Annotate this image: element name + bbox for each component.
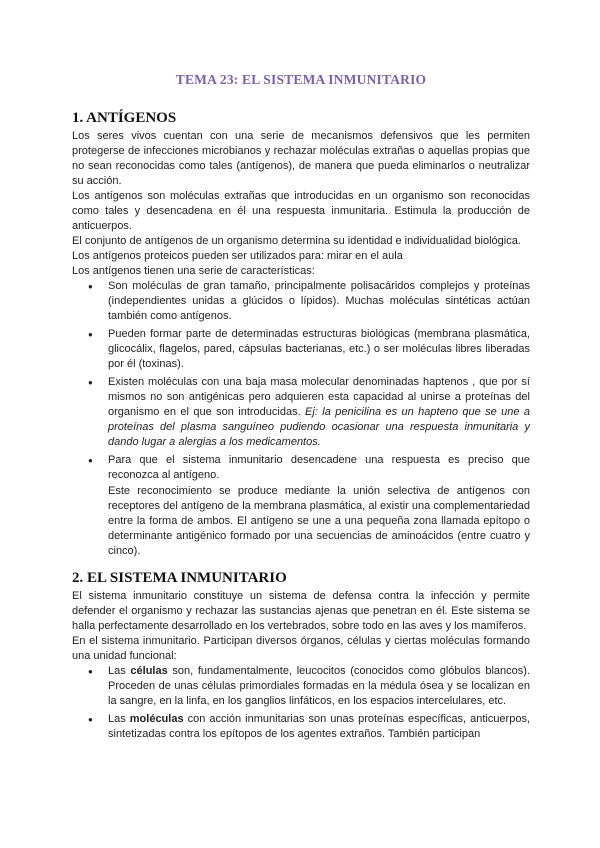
bullet-icon: ● — [88, 330, 93, 339]
bullet-icon: ● — [88, 715, 93, 724]
paragraph: El sistema inmunitario constituye un sistema de defensa contra la infección y permite defender el organismo y rechazar las sustancias ajenas que penetran en él. Este sistema se halla perfectamente desarrollado en los vertebrados, sobre todo en las aves y los mamíferos. — [72, 590, 530, 632]
section-heading-sistema-inmunitario: 2. EL SISTEMA INMUNITARIO — [72, 570, 287, 586]
list-item: ● Existen moléculas con una baja masa molecular denominadas haptenos , que por sí mismos no son antigénicas pero adquieren esta capacidad al unirse a proteínas del organismo en el que son introducidas. Ej: la penicilina es un hapteno que se une a proteínas del plasma sanguíneo pudiendo ocasionar una respuesta inmunitaria y dando lugar a alergias a los medicamentos. — [88, 376, 530, 448]
paragraph: El conjunto de antígenos de un organismo determina su identidad e individualidad biológica. — [72, 235, 521, 247]
paragraph: Los antígenos son moléculas extrañas que introducidas en un organismo son reconocidas como tales y desencadena en él una respuesta inmunitaria. Estimula la producción de anticuerpos. — [72, 190, 530, 232]
bullet-icon: ● — [88, 456, 93, 465]
paragraph: Los antígenos proteicos pueden ser utilizados para: mirar en el aula — [72, 250, 403, 262]
page-title: TEMA 23: EL SISTEMA INMUNITARIO — [175, 72, 427, 87]
bullet-icon: ● — [88, 378, 93, 387]
bullet-icon: ● — [88, 282, 93, 291]
immune-components-list — [72, 664, 530, 742]
example-text: Ej: la penicilina es un hapteno que se une a proteínas del plasma sanguíneo pudiendo ocasionar una respuesta inmunitaria y dando lugar a alergias a los medicamentos. — [108, 406, 530, 448]
list-item: ● Las moléculas con acción inmunitarias son unas proteínas específicas, anticuerpos, sintetizadas contra los epítopos de los agentes extraños. También participan — [88, 713, 531, 740]
section-heading-antigenos: 1. ANTÍGENOS — [72, 110, 177, 126]
paragraph: Los seres vivos cuentan con una serie de mecanismos defensivos que les permiten protegerse de infecciones microbianos y rechazar moléculas extrañas o aquellas propias que no sean reconocidas como tales (antígenos), de manera que pueda eliminarlos o neutralizar su acción. — [72, 130, 530, 187]
paragraph: Los antígenos tienen una serie de características: — [72, 265, 315, 277]
list-item: ● Pueden formar parte de determinadas estructuras biológicas (membrana plasmática, glicocálix, flagelos, pared, cápsulas bacterianas, etc.) o ser moléculas libres liberadas por él (toxinas). — [88, 328, 530, 370]
paragraph: En el sistema inmunitario. Participan diversos órganos, células y ciertas moléculas formando una unidad funcional: — [72, 635, 530, 662]
bullet-icon: ● — [88, 667, 93, 676]
list-item: ● Las células son, fundamentalmente, leucocitos (conocidos como glóbulos blancos). Proceden de unas células primordiales formadas en la médula ósea y se localizan en la sangre, en la linfa, en los ganglios linfáticos, en los espacios intercelulares, etc. — [88, 665, 530, 707]
list-item-continuation: Este reconocimiento se produce mediante la unión selectiva de antígenos con receptores del antígeno de la membrana plasmática, al existir una complementariedad entre la forma de ambos. El antígeno se une a una pequeña zona llamada epítopo o determinante antigénico formado por una secuencias de aminoácidos (entre cuatro y cinco). — [108, 485, 530, 557]
antigen-characteristics-list — [72, 279, 530, 559]
list-item: ● Son moléculas de gran tamaño, principalmente polisacáridos complejos y proteínas (independientes unidas a glúcidos o lípidos). Muchas moléculas sintéticas actúan también como antígenos. — [88, 280, 530, 322]
list-item: ● Para que el sistema inmunitario desencadene una respuesta es preciso que reconozca al antígeno. Este reconocimiento se produce mediante la unión selectiva de antígenos con receptores del antígeno de la membrana plasmática, al existir una complementariedad entre la forma de ambos. El antígeno se une a una pequeña zona llamada epítopo o determinante antigénico formado por una secuencias de aminoácidos (entre cuatro y cinco). — [88, 454, 530, 557]
